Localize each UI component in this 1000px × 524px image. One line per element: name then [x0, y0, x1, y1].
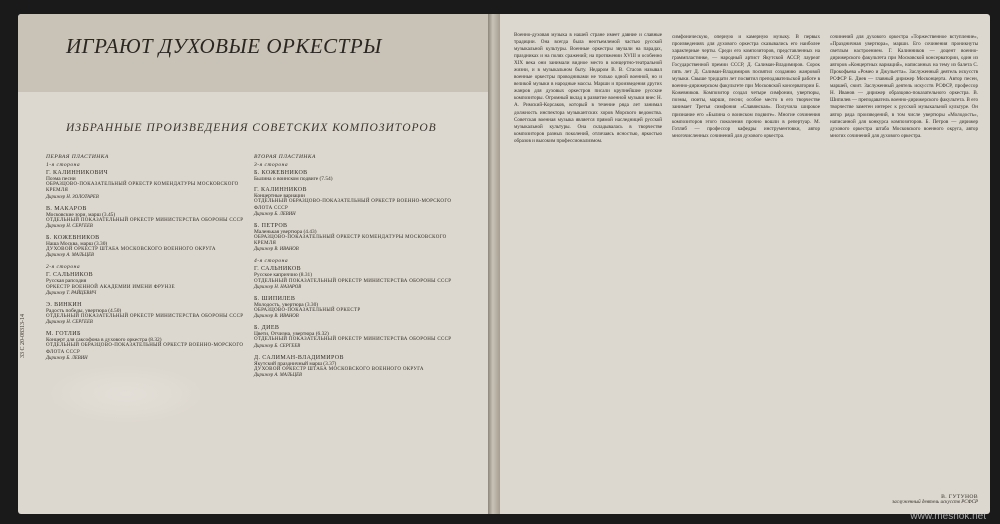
conductor: Дирижер Н. СЕРГЕЕВ: [46, 320, 93, 326]
track-entry: [46, 272, 246, 296]
notes-column-1: Военно-духовая музыка в нашей стране имеет давние и славные традиции. Она всегда была неотъемлемой частью русской музыкальной культуры. Военные оркестры звучали на парадах, праздниках и на полях сражений; на протяжении XVIII и особенно XIX века они занимали видное место в концертно-театральной жизни, и в музыкальном быту. Недаром В. В. Стасов называл военные оркестры проводниками не только одной военной, но и великой музыки в народные массы. Марши и произведения других жанров для духовых оркестров писали крупнейшие русские композиторы. Огромный вклад в развитие военной музыки внес Н. А. Римский-Корсаков, который в течение ряда лет занимал должность инспектора музыкантских хоров Морского ведомства. Советская военная музыка является прямой наследницей русской музыкальной культуры. Она складывалась в творчестве композиторов разных поколений, отличаясь ясностью, яркостью образов и высоким профессионализмом.: [514, 32, 662, 144]
composer-name: В. МАКАРОВ: [46, 205, 87, 212]
work-title: Поэма песни: [46, 176, 76, 182]
left-panel: [18, 14, 488, 514]
right-panel: [500, 14, 990, 514]
conductor: Дирижер В. ИВАНОВ: [254, 247, 299, 253]
watermark: www.meshok.net: [910, 511, 986, 522]
fold-seam: [488, 14, 500, 514]
performer: ОБРАЗЦОВО-ПОКАЗАТЕЛЬНЫЙ ОРКЕСТР: [254, 308, 361, 314]
performer: ОТДЕЛЬНЫЙ ПОКАЗАТЕЛЬНЫЙ ОРКЕСТР МИНИСТЕРСТВА ОБОРОНЫ СССР: [254, 337, 452, 343]
composer-name: Д. САЛИМАН-ВЛАДИМИРОВ: [254, 354, 344, 361]
composer-name: Б. ДИЕВ: [254, 325, 280, 332]
performer: ОБРАЗЦОВО-ПОКАЗАТЕЛЬНЫЙ ОРКЕСТР КОМЕНДАТУРЫ МОСКОВСКОГО КРЕМЛЯ: [46, 182, 239, 194]
performer: ДУХОВОЙ ОРКЕСТР ШТАБА МОСКОВСКОГО ВОЕННОГО ОКРУГА: [46, 247, 216, 253]
composer-name: Э. ВИНКИН: [46, 301, 82, 308]
side-label: 1-я сторона: [46, 162, 81, 168]
signature-block: [830, 494, 978, 505]
work-title: Концерт для саксофона в духового оркестра (8.32): [46, 337, 162, 344]
conductor: Дирижер Б. ЛЕВИН: [46, 355, 88, 361]
track-column-second-record: [254, 154, 454, 384]
track-entry: [46, 235, 246, 259]
composer-name: Г. САЛЬНИКОВ: [46, 272, 93, 279]
conductor: Дирижер А. МАЛЬЦЕВ: [46, 253, 94, 259]
track-entry: [254, 187, 454, 218]
track-list: [254, 170, 454, 253]
work-title: Русская рапсодия: [46, 278, 87, 285]
track-list: [254, 266, 454, 379]
work-title: Маленькая увертюра (4.43): [254, 228, 317, 235]
notes-column-2: симфоническую, оперную и камерную музыку. В первых произведениях для духового оркестра сказывались его наиболее характерные черты. Среди его композиторов, представленных на граммпластинке, — народный артист Якутской АССР, лауреат Государственной премии СССР, Д. Салиман-Владимиров. Сорок пять лет Д. Салиман-Владимиров посвятил созданию жанровой музыки. Свыше тридцати лет посвятил преподавательской работе в военно-дирижерском факультете при Московской консерватории Б. Кожевников. Композитор создал четыре симфонии, увертюры, поэмы, сюиты, марши, песни; особое место в его творчестве занимает Третья симфония «Славянская». Получила широкое признание его «Былина о воинском подвиге». Многие сочинения композиторов этого поколения прочно вошли в репертуар. М. Готлиб — профессор кафедры инструментовки, автор многочисленных сочинений для духового оркестра.: [672, 34, 820, 139]
side-label: 4-я сторона: [254, 258, 289, 265]
track-entry: [46, 206, 246, 230]
composer-name: Б. КОЖЕВНИКОВ: [46, 235, 100, 242]
work-title: Былина о воинском подвиге (7.54): [254, 176, 333, 182]
composer-name: Г. КАЛИННИКОВИЧ: [46, 170, 108, 176]
track-list: [46, 272, 246, 361]
work-title: Радость победы, увертюра (4.50): [46, 307, 122, 314]
performer: ОТДЕЛЬНЫЙ ПОКАЗАТЕЛЬНЫЙ ОРКЕСТР МИНИСТЕРСТВА ОБОРОНЫ СССР: [254, 278, 452, 284]
paper-highlight: [46, 364, 206, 424]
composer-name: М. ГОТЛИБ: [46, 331, 81, 338]
author-name: В. ГУТУНОВ: [941, 494, 978, 500]
track-entry: [254, 266, 454, 290]
record-label: ПЕРВАЯ ПЛАСТИНКА: [46, 154, 109, 160]
performer: ОТДЕЛЬНЫЙ ПОКАЗАТЕЛЬНЫЙ ОРКЕСТР МИНИСТЕРСТВА ОБОРОНЫ СССР: [46, 314, 244, 320]
notes-column-3: сочинений для духового оркестра «Торжественное вступление», «Праздничная увертюра», марши. Его сочинения проникнуты светлым настроением. Г. Калинников — доцент военно-дирижерского факультета при Московской консерватории, один из авторов «Концертных вариаций», написанных на тему из балета С. Прокофьева «Ромео и Джульетта». Заслуженный деятель искусств РСФСР Б. Диев — главный дирижер Москонцерта. Автор песен, маршей, сюит. Заслуженный деятель искусств РСФСР, профессор Н. Иванов — дирижер образцово-показательного оркестра. В. Шипилев — преподаватель военно-дирижерского факультета. В его творчестве заметен интерес к русской музыкальной культуре. Он автор ряда произведений, в том числе увертюры «Молодость», написанной для конкурса композиторов. Б. Петров — дирижер духового оркестра штаба Московского военного округа, автор многих сочинений для духового оркестра.: [830, 34, 978, 139]
composer-name: Б. ШИПИЛЕВ: [254, 295, 296, 302]
work-title: Якутский праздничный марш (3.37): [254, 360, 337, 367]
track-entry: [254, 170, 454, 182]
composer-name: Г. САЛЬНИКОВ: [254, 266, 301, 273]
catalog-number: 33 С 20-08313-14: [20, 314, 26, 358]
album-subtitle: ИЗБРАННЫЕ ПРОИЗВЕДЕНИЯ СОВЕТСКИХ КОМПОЗИТОРОВ: [66, 122, 437, 134]
performer: ОБРАЗЦОВО-ПОКАЗАТЕЛЬНЫЙ ОРКЕСТР КОМЕНДАТУРЫ МОСКОВСКОГО КРЕМЛЯ: [254, 235, 447, 247]
conductor: Дирижер Б. ЛЕВИН: [254, 211, 296, 217]
performer: ОТДЕЛЬНЫЙ ОБРАЗЦОВО-ПОКАЗАТЕЛЬНЫЙ ОРКЕСТР ВОЕННО-МОРСКОГО ФЛОТА СССР: [254, 199, 452, 211]
work-title: Концертные вариации: [254, 193, 305, 200]
side-label: 3-я сторона: [254, 162, 289, 168]
conductor: Дирижер А. МАЛЬЦЕВ: [254, 373, 302, 379]
composer-name: Б. КОЖЕВНИКОВ: [254, 170, 308, 176]
work-title: Русское каприччио (8.31): [254, 272, 313, 279]
composer-name: Г. КАЛИННИКОВ: [254, 187, 307, 194]
performer: ОТДЕЛЬНЫЙ ПОКАЗАТЕЛЬНЫЙ ОРКЕСТР МИНИСТЕРСТВА ОБОРОНЫ СССР: [46, 217, 244, 223]
track-entry: [254, 223, 454, 254]
conductor: Дирижер В. ИВАНОВ: [254, 314, 299, 320]
record-label: ВТОРАЯ ПЛАСТИНКА: [254, 154, 316, 160]
conductor: Дирижер Т. РАЙЦЕВИЧ: [46, 290, 97, 296]
conductor: Дирижер Н. СЕРГЕЕВ: [46, 224, 93, 230]
track-column-first-record: [46, 154, 246, 367]
track-entry: [254, 325, 454, 349]
conductor: Дирижер Н. ЗОЛОТАРЕВ: [46, 194, 99, 200]
track-entry: [46, 331, 246, 362]
performer: ОРКЕСТР ВОЕННОЙ АКАДЕМИИ ИМЕНИ ФРУНЗЕ: [46, 284, 175, 290]
conductor: Дирижер Н. НАЗАРОВ: [254, 284, 302, 290]
performer: ОТДЕЛЬНЫЙ ОБРАЗЦОВО-ПОКАЗАТЕЛЬНЫЙ ОРКЕСТР ВОЕННО-МОРСКОГО ФЛОТА СССР: [46, 343, 244, 355]
composer-name: Б. ПЕТРОВ: [254, 222, 288, 229]
track-entry: [254, 296, 454, 320]
conductor: Дирижер Б. СЕРГЕЕВ: [254, 343, 301, 349]
side-label: 2-я сторона: [46, 264, 81, 271]
work-title: Цвети, Отчизна, увертюра (6.32): [254, 331, 329, 338]
author-title: заслуженный деятель искусств РСФСР: [892, 500, 978, 505]
work-title: Московские зори, марш (3.45): [46, 211, 116, 218]
track-entry: [46, 302, 246, 326]
track-list: [46, 170, 246, 259]
track-entry: [46, 170, 246, 201]
track-entry: [254, 355, 454, 379]
work-title: Наша Москва, марш (3.30): [46, 241, 108, 248]
album-title: ИГРАЮТ ДУХОВЫЕ ОРКЕСТРЫ: [66, 34, 382, 58]
work-title: Молодость, увертюра (3.30): [254, 301, 319, 308]
performer: ДУХОВОЙ ОРКЕСТР ШТАБА МОСКОВСКОГО ВОЕННОГО ОКРУГА: [254, 366, 424, 372]
